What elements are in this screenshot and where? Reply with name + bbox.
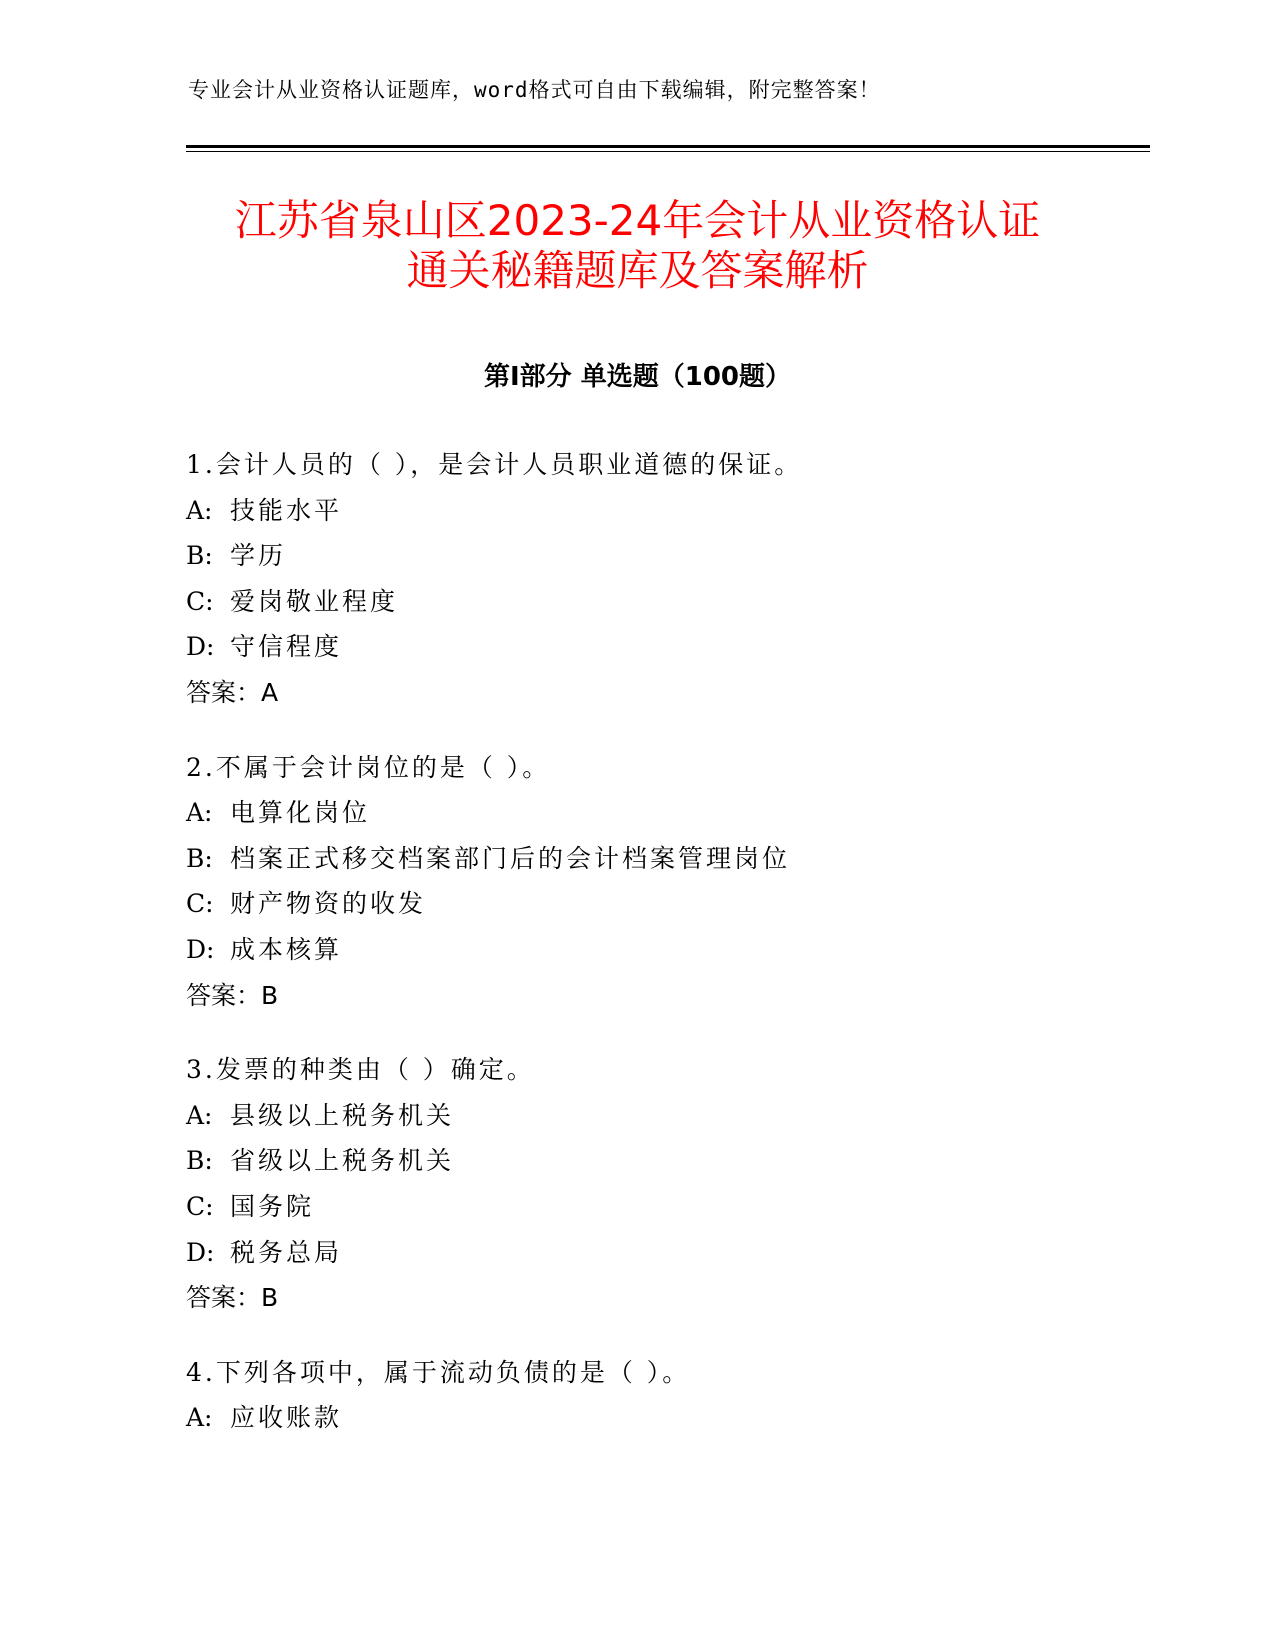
option-letter: A: (186, 1403, 213, 1433)
option-text: 财产物资的收发 (230, 889, 427, 919)
option-b (186, 533, 1146, 579)
option-d (186, 624, 1146, 670)
question-3 (186, 1047, 1146, 1321)
option-text: 档案正式移交档案部门后的会计档案管理岗位 (230, 843, 791, 873)
option-letter: C: (186, 889, 214, 919)
option-a (186, 488, 1146, 534)
option-letter: B: (186, 541, 213, 571)
option-letter: C: (186, 586, 214, 616)
question-stem: 4.下列各项中，属于流动负债的是（ ）。 (186, 1357, 691, 1387)
option-text: 守信程度 (230, 632, 343, 662)
option-text: 国务院 (230, 1191, 315, 1221)
option-text: 成本核算 (230, 934, 343, 964)
answer-line: 答案：B (186, 1283, 279, 1313)
option-text: 县级以上税务机关 (230, 1100, 455, 1130)
option-d (186, 927, 1146, 973)
header-rule-thin (186, 151, 1150, 152)
option-letter: A: (186, 495, 213, 525)
answer-line: 答案：B (186, 980, 279, 1010)
option-text: 电算化岗位 (230, 798, 371, 828)
option-b (186, 836, 1146, 882)
option-letter: B: (186, 1146, 213, 1176)
question-list (186, 442, 1146, 1470)
document-title (140, 196, 1135, 296)
option-d (186, 1230, 1146, 1276)
option-letter: D: (186, 632, 215, 662)
option-text: 学历 (230, 541, 287, 571)
option-text: 税务总局 (230, 1237, 343, 1267)
option-a (186, 1395, 1146, 1441)
question-4 (186, 1350, 1146, 1441)
question-stem: 3.发票的种类由（ ）确定。 (186, 1055, 535, 1085)
option-a (186, 790, 1146, 836)
option-text: 应收账款 (230, 1403, 343, 1433)
option-text: 爱岗敬业程度 (230, 586, 399, 616)
option-letter: A: (186, 1100, 213, 1130)
option-letter: A: (186, 798, 213, 828)
section-heading: 第Ⅰ部分 单选题（100题） (484, 362, 791, 392)
option-c (186, 881, 1146, 927)
option-text: 省级以上税务机关 (230, 1146, 455, 1176)
question-2 (186, 745, 1146, 1019)
option-letter: D: (186, 934, 215, 964)
option-a (186, 1093, 1146, 1139)
option-letter: B: (186, 843, 213, 873)
answer-line: 答案：A (186, 677, 279, 707)
option-text: 技能水平 (230, 495, 343, 525)
option-c (186, 1184, 1146, 1230)
option-b (186, 1138, 1146, 1184)
question-stem: 2.不属于会计岗位的是（ ）。 (186, 752, 551, 782)
option-letter: C: (186, 1191, 214, 1221)
title-line-2: 通关秘籍题库及答案解析 (406, 246, 869, 295)
option-letter: D: (186, 1237, 215, 1267)
question-stem: 1.会计人员的（ ），是会计人员职业道德的保证。 (186, 450, 803, 479)
question-1 (186, 442, 1146, 716)
header-rule-thick (186, 145, 1150, 148)
header-note: 专业会计从业资格认证题库，word格式可自由下载编辑，附完整答案！ (188, 78, 881, 102)
title-line-1: 江苏省泉山区2023-24年会计从业资格认证 (234, 196, 1041, 245)
option-c (186, 579, 1146, 625)
